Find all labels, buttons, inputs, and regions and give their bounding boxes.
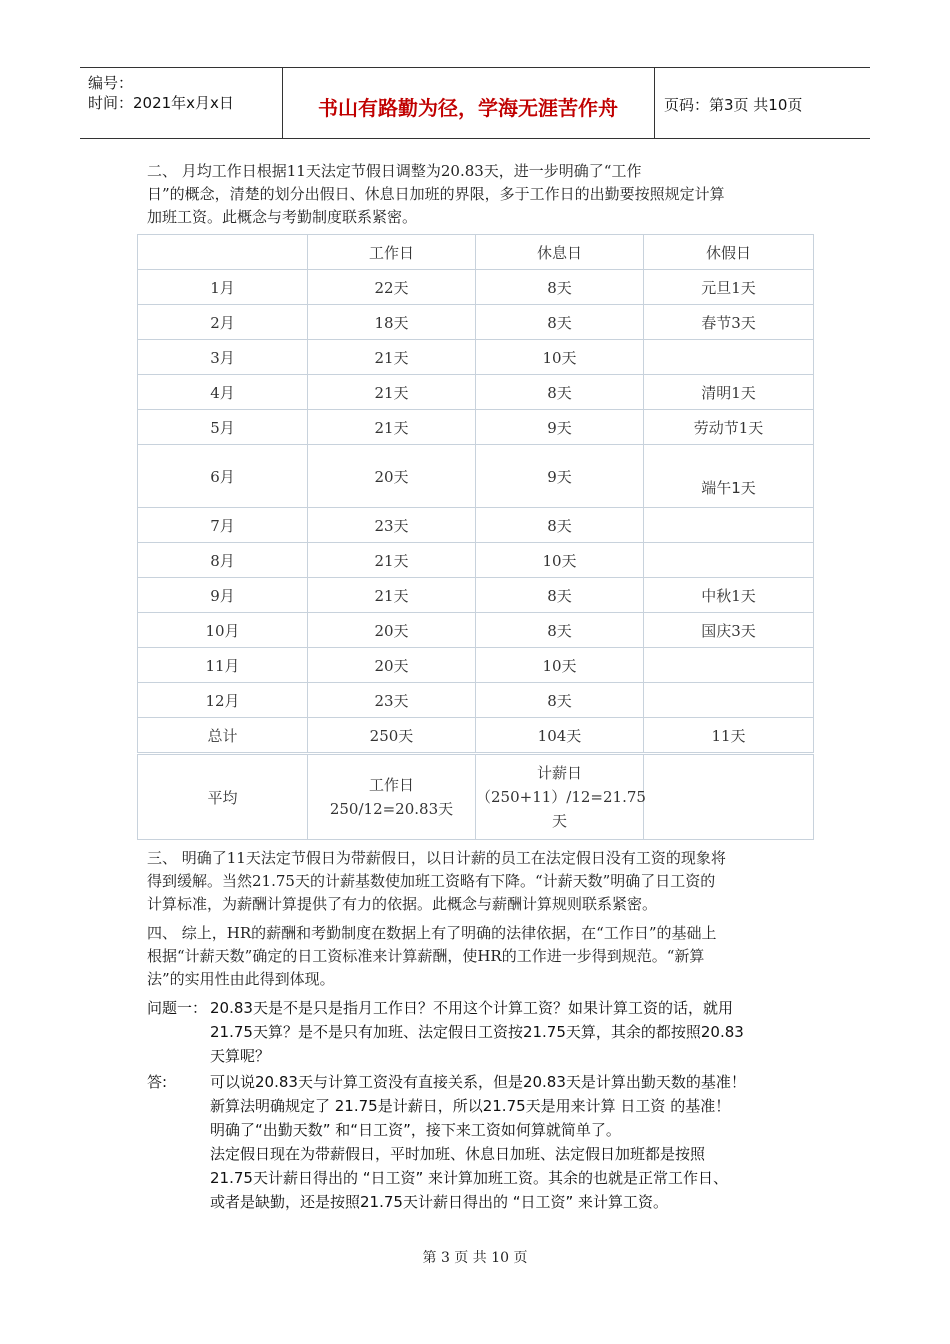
table-cell: 8天	[476, 508, 644, 543]
table-row	[138, 375, 814, 410]
workday-table	[137, 234, 814, 840]
table-cell	[644, 508, 814, 543]
table-cell	[644, 543, 814, 578]
section-2-line: 日”的概念，清楚的划分出假日、休息日加班的界限，多于工作日的出勤要按照规定计算	[147, 185, 725, 203]
table-header-cell	[138, 235, 308, 270]
average-payday-cell	[476, 754, 644, 840]
table-cell: 10天	[476, 543, 644, 578]
table-cell: 10天	[476, 340, 644, 375]
table-row	[138, 648, 814, 683]
table-row	[138, 578, 814, 613]
answer-line: 明确了“出勤天数” 和“日工资”，接下来工资如何算就简单了。	[210, 1121, 621, 1139]
table-cell: 国庆3天	[644, 613, 814, 648]
table-cell: 21天	[308, 543, 476, 578]
average-workday-title: 工作日	[368, 776, 414, 794]
average-payday-unit: 天	[551, 812, 567, 830]
table-average-row	[138, 754, 814, 840]
table-cell: 元旦1天	[644, 270, 814, 305]
table-cell: 9天	[476, 410, 644, 445]
table-cell: 清明1天	[644, 375, 814, 410]
table-cell: 21天	[308, 375, 476, 410]
table-cell	[644, 683, 814, 718]
section-4-line: 法”的实用性由此得到体现。	[147, 970, 335, 988]
section-4-line: 四、 综上，HR的薪酬和考勤制度在数据上有了明确的法律依据，在“工作日”的基础上	[147, 924, 717, 942]
table-cell: 20天	[308, 613, 476, 648]
page-header	[80, 67, 870, 139]
average-payday-title: 计薪日	[536, 764, 582, 782]
table-cell: 250天	[308, 718, 476, 754]
time-label: 时间：2021年x月x日	[88, 94, 234, 112]
header-page-cell	[654, 68, 870, 138]
table-cell: 11天	[644, 718, 814, 754]
number-label: 编号：	[88, 74, 134, 92]
table-cell: 5月	[138, 410, 308, 445]
table-cell: 8天	[476, 375, 644, 410]
table-cell: 1月	[138, 270, 308, 305]
table-cell: 20天	[308, 445, 476, 508]
table-cell	[644, 340, 814, 375]
table-header-cell: 休假日	[644, 235, 814, 270]
table-cell: 23天	[308, 508, 476, 543]
table-header-cell: 工作日	[308, 235, 476, 270]
table-cell: 11月	[138, 648, 308, 683]
table-cell: 3月	[138, 340, 308, 375]
table-cell: 劳动节1天	[644, 410, 814, 445]
question-body	[210, 996, 744, 1068]
section-4	[147, 922, 716, 991]
table-cell: 10天	[476, 648, 644, 683]
section-3-line: 计算标准，为薪酬计算提供了有力的依据。此概念与薪酬计算规则联系紧密。	[147, 895, 658, 913]
table-cell: 2月	[138, 305, 308, 340]
table-row	[138, 270, 814, 305]
table-cell: 中秋1天	[644, 578, 814, 613]
question-label: 问题一：	[147, 999, 208, 1017]
section-2	[147, 160, 725, 229]
table-header-row	[138, 235, 814, 270]
header-motto-cell	[282, 68, 655, 138]
average-workday-cell	[308, 754, 476, 840]
page-info: 页码：第3页 共10页	[664, 96, 803, 114]
section-4-line: 根据“计薪天数”确定的日工资标准来计算薪酬，使HR的工作进一步得到规范。“新算	[147, 947, 705, 965]
table-cell: 总计	[138, 718, 308, 754]
question-line: 21.75天算？是不是只有加班、法定假日工资按21.75天算，其余的都按照20.83	[210, 1023, 744, 1041]
table-cell: 10月	[138, 613, 308, 648]
table-cell: 21天	[308, 578, 476, 613]
table-cell: 21天	[308, 340, 476, 375]
table-cell: 6月	[138, 445, 308, 508]
table-cell: 8天	[476, 305, 644, 340]
table-cell: 8天	[476, 270, 644, 305]
table-row	[138, 543, 814, 578]
question-line: 20.83天是不是只是指月工作日？不用这个计算工资？如果计算工资的话，就用	[210, 999, 733, 1017]
table-cell: 春节3天	[644, 305, 814, 340]
table-cell: 8天	[476, 683, 644, 718]
table-header-cell: 休息日	[476, 235, 644, 270]
table-cell: 8月	[138, 543, 308, 578]
motto: 书山有路勤为径，学海无涯苦作舟	[318, 96, 618, 120]
table-cell	[644, 648, 814, 683]
answer-label: 答:	[147, 1073, 168, 1091]
section-3-line: 三、 明确了11天法定节假日为带薪假日，以日计薪的员工在法定假日没有工资的现象将	[147, 849, 726, 867]
table-row	[138, 508, 814, 543]
table-cell: 21天	[308, 410, 476, 445]
section-2-line: 加班工资。此概念与考勤制度联系紧密。	[147, 208, 418, 226]
table-row	[138, 445, 814, 508]
header-meta-cell	[80, 68, 283, 138]
table-cell: 18天	[308, 305, 476, 340]
table-cell: 7月	[138, 508, 308, 543]
table-cell: 22天	[308, 270, 476, 305]
table-cell: 端午1天	[644, 445, 814, 508]
table-cell: 104天	[476, 718, 644, 754]
question-line: 天算呢？	[210, 1047, 271, 1065]
average-payday-formula: （250+11）/12=21.75	[476, 788, 646, 806]
table-row	[138, 340, 814, 375]
answer-line: 21.75天计薪日得出的 “日工资” 来计算加班工资。其余的也就是正常工作日、	[210, 1169, 729, 1187]
answer-body	[210, 1070, 746, 1214]
table-cell: 12月	[138, 683, 308, 718]
average-empty-cell	[644, 754, 814, 840]
table-row	[138, 305, 814, 340]
table-cell: 23天	[308, 683, 476, 718]
average-workday-formula: 250/12=20.83天	[329, 800, 454, 818]
answer-line: 或者是缺勤，还是按照21.75天计薪日得出的 “日工资” 来计算工资。	[210, 1193, 669, 1211]
table-cell: 9天	[476, 445, 644, 508]
table-row	[138, 613, 814, 648]
table-cell: 20天	[308, 648, 476, 683]
table-cell: 4月	[138, 375, 308, 410]
average-label: 平均	[138, 754, 308, 840]
table-cell: 9月	[138, 578, 308, 613]
table-cell: 8天	[476, 578, 644, 613]
answer-line: 可以说20.83天与计算工资没有直接关系，但是20.83天是计算出勤天数的基准！	[210, 1073, 746, 1091]
answer-line: 法定假日现在为带薪假日，平时加班、休息日加班、法定假日加班都是按照	[210, 1145, 706, 1163]
table-total-row	[138, 718, 814, 754]
section-3	[147, 847, 726, 916]
page-footer: 第 3 页 共 10 页	[422, 1250, 528, 1266]
table-row	[138, 410, 814, 445]
section-3-line: 得到缓解。当然21.75天的计薪基数使加班工资略有下降。“计薪天数”明确了日工资的	[147, 872, 716, 890]
section-2-line: 二、 月均工作日根据11天法定节假日调整为20.83天，进一步明确了“工作	[147, 162, 642, 180]
table-cell: 8天	[476, 613, 644, 648]
answer-line: 新算法明确规定了 21.75是计薪日，所以21.75天是用来计算 日工资 的基准！	[210, 1097, 731, 1115]
table-row	[138, 683, 814, 718]
